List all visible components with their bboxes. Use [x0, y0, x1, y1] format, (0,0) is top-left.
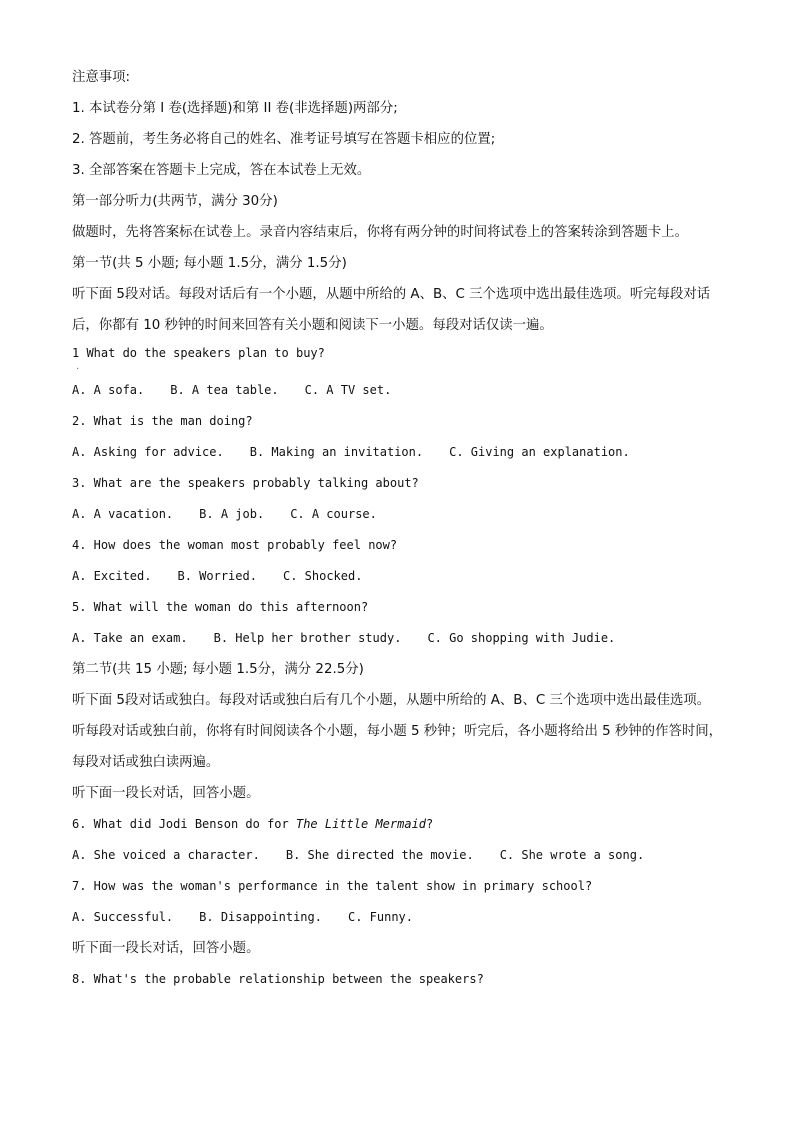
section2-instruction-line2: 听每段对话或独白前，你将有时间阅读各个小题，每小题 5 秒钟；听完后，各小题将给出 5 秒钟的作答时间，	[72, 724, 723, 739]
question-7: 7. How was the woman's performance in the talent show in primary school?	[72, 879, 593, 893]
part1-title: 第一部分听力(共两节，满分 30分)	[72, 194, 278, 209]
section2-instruction-line1: 听下面 5段对话或独白。每段对话或独白后有几个小题，从题中所给的 A、B、C 三个选项中选出最佳选项。	[72, 693, 711, 708]
notice-item-3: 3. 全部答案在答题卡上完成，答在本试卷上无效。	[72, 163, 371, 178]
question-5: 5. What will the woman do this afternoon?	[72, 600, 369, 614]
group1-intro: 听下面一段长对话，回答小题。	[72, 786, 260, 801]
question-6-prefix: 6. What did Jodi Benson do for	[72, 817, 296, 831]
option-b: B. Help her brother study.	[213, 631, 402, 645]
option-b: B. Worried.	[177, 569, 257, 583]
question-6-suffix: ?	[426, 817, 434, 831]
section1-title: 第一节(共 5 小题; 每小题 1.5分，满分 1.5分)	[72, 256, 347, 271]
option-b: B. She directed the movie.	[285, 848, 474, 862]
option-c: C. Shocked.	[282, 569, 363, 583]
option-c: C. A course.	[290, 507, 377, 521]
option-b: B. Disappointing.	[199, 910, 322, 924]
question-4-options	[72, 561, 732, 592]
part1-instruction: 做题时，先将答案标在试卷上。录音内容结束后，你将有两分钟的时间将试卷上的答案转涂到答题卡上。	[72, 225, 688, 240]
section1-instruction-line1: 听下面 5段对话。每段对话后有一个小题，从题中所给的 A、B、C 三个选项中选出最佳选项。听完每段对话	[72, 287, 711, 302]
stray-mark: ·	[76, 364, 80, 375]
question-2-options	[72, 437, 732, 468]
option-b: B. A job.	[199, 507, 265, 521]
option-b: B. Making an invitation.	[249, 445, 424, 459]
notice-item-2: 2. 答题前，考生务必将自己的姓名、准考证号填写在答题卡相应的位置;	[72, 132, 496, 147]
notice-item-1: 1. 本试卷分第 I 卷(选择题)和第 II 卷(非选择题)两部分;	[72, 101, 398, 116]
question-7-options	[72, 902, 732, 933]
question-6	[72, 809, 732, 840]
option-a: A. Excited.	[72, 569, 152, 583]
option-c: C. A TV set.	[304, 383, 392, 397]
option-c: C. She wrote a song.	[499, 848, 645, 862]
option-a: A. A vacation.	[72, 507, 174, 521]
question-1-options	[72, 375, 732, 406]
question-3-options	[72, 499, 732, 530]
option-c: C. Go shopping with Judie.	[427, 631, 616, 645]
group2-intro: 听下面一段长对话，回答小题。	[72, 941, 260, 956]
question-4: 4. How does the woman most probably feel now?	[72, 538, 398, 552]
exam-page	[72, 62, 732, 995]
question-5-options	[72, 623, 732, 654]
option-a: A. Asking for advice.	[72, 445, 224, 459]
option-c: C. Giving an explanation.	[449, 445, 630, 459]
option-a: A. A sofa.	[72, 383, 145, 397]
question-1: 1 What do the speakers plan to buy?	[72, 346, 325, 360]
question-8: 8. What's the probable relationship between the speakers?	[72, 972, 484, 986]
question-6-options	[72, 840, 732, 871]
option-a: A. Successful.	[72, 910, 174, 924]
option-a: A. Take an exam.	[72, 631, 188, 645]
option-c: C. Funny.	[347, 910, 414, 924]
section2-title: 第二节(共 15 小题; 每小题 1.5分，满分 22.5分)	[72, 662, 364, 677]
section2-instruction-line3: 每段对话或独白读两遍。	[72, 755, 220, 770]
section1-instruction-line2: 后，你都有 10 秒钟的时间来回答有关小题和阅读下一小题。每段对话仅读一遍。	[72, 318, 553, 333]
question-2: 2. What is the man doing?	[72, 414, 253, 428]
notice-title: 注意事项:	[72, 70, 131, 85]
option-b: B. A tea table.	[170, 383, 279, 397]
option-a: A. She voiced a character.	[72, 848, 260, 862]
movie-title: The Little Mermaid	[295, 817, 427, 831]
question-3: 3. What are the speakers probably talking about?	[72, 476, 419, 490]
